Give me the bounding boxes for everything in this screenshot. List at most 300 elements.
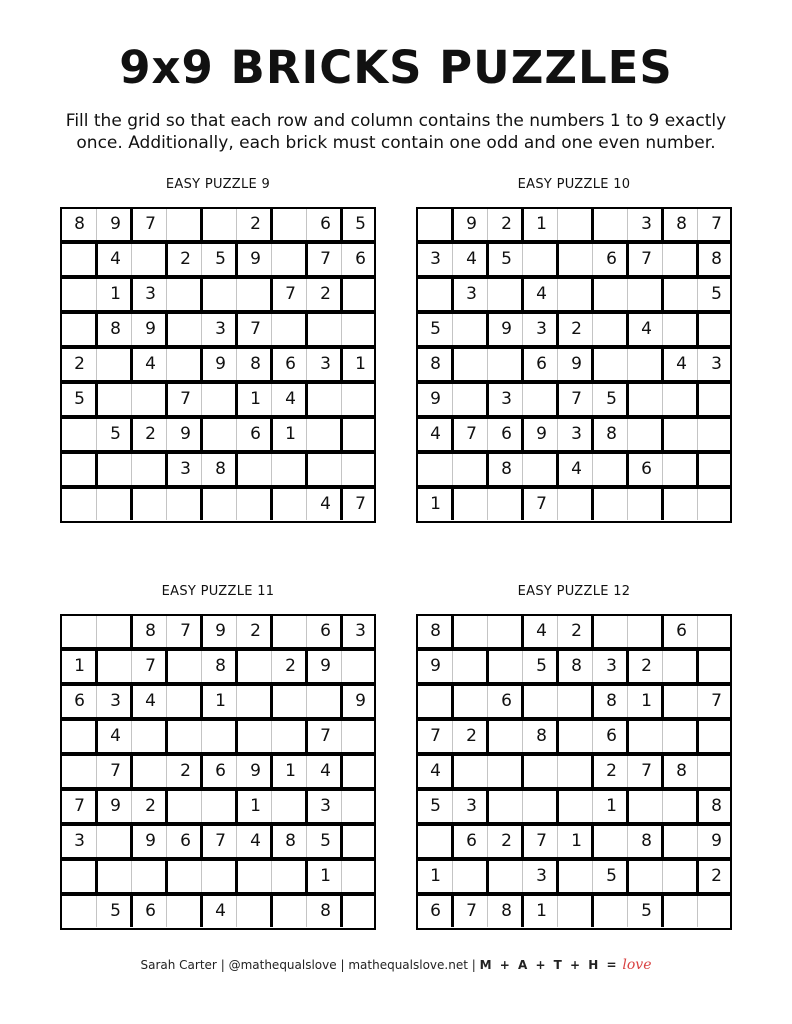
grid-cell[interactable] <box>454 384 489 415</box>
grid-cell[interactable]: 6 <box>466 831 477 851</box>
grid-cell[interactable] <box>168 349 203 380</box>
grid-cell[interactable]: 7 <box>641 761 652 781</box>
grid-cell[interactable]: 8 <box>285 831 296 851</box>
grid-cell[interactable] <box>203 489 238 520</box>
grid-cell[interactable]: 1 <box>430 494 441 514</box>
grid-cell[interactable] <box>98 384 133 415</box>
grid-cell[interactable] <box>62 896 97 927</box>
grid-cell[interactable]: 3 <box>606 656 617 676</box>
grid-cell[interactable] <box>343 826 378 857</box>
grid-cell[interactable]: 2 <box>74 354 85 374</box>
grid-cell[interactable]: 6 <box>641 459 652 479</box>
grid-cell[interactable] <box>203 209 238 240</box>
grid-cell[interactable]: 4 <box>676 354 687 374</box>
grid-cell[interactable] <box>238 721 273 752</box>
grid-cell[interactable]: 2 <box>320 284 331 304</box>
grid-cell[interactable]: 5 <box>215 249 226 269</box>
grid-cell[interactable]: 2 <box>641 656 652 676</box>
grid-cell[interactable]: 7 <box>145 214 156 234</box>
grid-cell[interactable] <box>559 791 594 822</box>
grid-cell[interactable] <box>168 489 203 520</box>
grid-cell[interactable]: 6 <box>501 424 512 444</box>
grid-cell[interactable] <box>98 826 133 857</box>
grid-cell[interactable]: 1 <box>285 424 296 444</box>
grid-cell[interactable] <box>168 279 203 310</box>
grid-cell[interactable] <box>168 791 203 822</box>
grid-cell[interactable] <box>343 419 378 450</box>
grid-cell[interactable]: 9 <box>571 354 582 374</box>
grid-cell[interactable] <box>594 489 629 520</box>
grid-cell[interactable]: 6 <box>320 621 331 641</box>
grid-cell[interactable] <box>524 384 559 415</box>
grid-cell[interactable] <box>559 861 594 892</box>
grid-cell[interactable]: 4 <box>250 831 261 851</box>
grid-cell[interactable]: 3 <box>110 691 121 711</box>
grid-cell[interactable]: 9 <box>215 621 226 641</box>
grid-cell[interactable]: 5 <box>430 796 441 816</box>
grid-cell[interactable]: 3 <box>355 621 366 641</box>
grid-cell[interactable] <box>559 686 594 717</box>
grid-cell[interactable]: 8 <box>430 621 441 641</box>
grid-cell[interactable] <box>62 419 97 450</box>
grid-cell[interactable]: 6 <box>606 249 617 269</box>
grid-cell[interactable]: 1 <box>536 214 547 234</box>
grid-cell[interactable] <box>168 896 203 927</box>
grid-cell[interactable] <box>664 279 699 310</box>
grid-cell[interactable] <box>699 314 734 345</box>
grid-cell[interactable]: 4 <box>215 901 226 921</box>
grid-cell[interactable]: 8 <box>501 459 512 479</box>
grid-cell[interactable] <box>98 454 133 485</box>
grid-cell[interactable] <box>489 279 524 310</box>
grid-cell[interactable] <box>699 721 734 752</box>
grid-cell[interactable]: 4 <box>430 424 441 444</box>
grid-cell[interactable]: 5 <box>711 284 722 304</box>
grid-cell[interactable]: 2 <box>711 866 722 886</box>
grid-cell[interactable]: 2 <box>501 214 512 234</box>
grid-cell[interactable]: 5 <box>536 656 547 676</box>
grid-cell[interactable]: 5 <box>110 424 121 444</box>
grid-cell[interactable] <box>273 489 308 520</box>
grid-cell[interactable] <box>238 651 273 682</box>
grid-cell[interactable] <box>203 721 238 752</box>
grid-cell[interactable]: 8 <box>676 214 687 234</box>
grid-cell[interactable]: 5 <box>501 249 512 269</box>
grid-cell[interactable]: 6 <box>145 901 156 921</box>
grid-cell[interactable] <box>62 314 97 345</box>
grid-cell[interactable]: 4 <box>430 761 441 781</box>
grid-cell[interactable]: 1 <box>250 389 261 409</box>
grid-cell[interactable] <box>238 861 273 892</box>
grid-cell[interactable] <box>629 279 664 310</box>
grid-cell[interactable] <box>98 616 133 647</box>
grid-cell[interactable]: 7 <box>466 901 477 921</box>
grid-cell[interactable]: 3 <box>430 249 441 269</box>
grid-cell[interactable]: 2 <box>466 726 477 746</box>
grid-cell[interactable] <box>133 721 168 752</box>
grid-cell[interactable] <box>664 454 699 485</box>
grid-cell[interactable] <box>629 419 664 450</box>
grid-cell[interactable]: 4 <box>145 354 156 374</box>
grid-cell[interactable]: 7 <box>355 494 366 514</box>
grid-cell[interactable] <box>594 454 629 485</box>
grid-cell[interactable] <box>273 686 308 717</box>
grid-cell[interactable]: 7 <box>180 621 191 641</box>
grid-cell[interactable] <box>699 489 734 520</box>
grid-cell[interactable] <box>664 244 699 275</box>
grid-cell[interactable] <box>308 384 343 415</box>
grid-cell[interactable] <box>454 616 489 647</box>
grid-cell[interactable] <box>308 454 343 485</box>
grid-cell[interactable] <box>489 616 524 647</box>
grid-cell[interactable]: 3 <box>466 284 477 304</box>
grid-cell[interactable] <box>133 454 168 485</box>
grid-cell[interactable] <box>133 244 168 275</box>
grid-cell[interactable]: 8 <box>74 214 85 234</box>
grid-cell[interactable] <box>489 349 524 380</box>
grid-cell[interactable]: 8 <box>676 761 687 781</box>
grid-cell[interactable] <box>238 454 273 485</box>
grid-cell[interactable] <box>203 279 238 310</box>
grid-cell[interactable]: 7 <box>145 656 156 676</box>
grid-cell[interactable]: 7 <box>430 726 441 746</box>
grid-cell[interactable]: 9 <box>215 354 226 374</box>
grid-cell[interactable]: 7 <box>285 284 296 304</box>
grid-cell[interactable]: 2 <box>571 319 582 339</box>
grid-cell[interactable] <box>343 454 378 485</box>
grid-cell[interactable]: 3 <box>571 424 582 444</box>
grid-cell[interactable]: 8 <box>215 656 226 676</box>
grid-cell[interactable]: 6 <box>676 621 687 641</box>
grid-cell[interactable] <box>594 826 629 857</box>
grid-cell[interactable]: 5 <box>430 319 441 339</box>
grid-cell[interactable]: 2 <box>250 621 261 641</box>
grid-cell[interactable] <box>664 651 699 682</box>
grid-cell[interactable]: 1 <box>285 761 296 781</box>
grid-cell[interactable] <box>664 419 699 450</box>
grid-cell[interactable] <box>62 454 97 485</box>
grid-cell[interactable]: 6 <box>355 249 366 269</box>
grid-cell[interactable]: 9 <box>355 691 366 711</box>
grid-cell[interactable] <box>343 384 378 415</box>
grid-cell[interactable] <box>308 314 343 345</box>
grid-cell[interactable] <box>343 651 378 682</box>
grid-cell[interactable] <box>343 721 378 752</box>
grid-cell[interactable]: 5 <box>110 901 121 921</box>
grid-cell[interactable]: 9 <box>430 656 441 676</box>
grid-cell[interactable] <box>559 489 594 520</box>
grid-cell[interactable]: 8 <box>711 249 722 269</box>
grid-cell[interactable]: 1 <box>320 866 331 886</box>
grid-cell[interactable]: 9 <box>430 389 441 409</box>
grid-cell[interactable]: 8 <box>606 691 617 711</box>
grid-cell[interactable]: 1 <box>641 691 652 711</box>
grid-cell[interactable] <box>489 651 524 682</box>
grid-cell[interactable] <box>664 826 699 857</box>
grid-cell[interactable]: 7 <box>466 424 477 444</box>
grid-cell[interactable]: 6 <box>180 831 191 851</box>
grid-cell[interactable]: 4 <box>536 284 547 304</box>
grid-cell[interactable]: 7 <box>711 691 722 711</box>
grid-cell[interactable] <box>238 489 273 520</box>
grid-cell[interactable] <box>203 861 238 892</box>
grid-cell[interactable]: 7 <box>74 796 85 816</box>
grid-cell[interactable] <box>133 861 168 892</box>
grid-cell[interactable]: 1 <box>215 691 226 711</box>
grid-cell[interactable] <box>418 209 453 240</box>
grid-cell[interactable]: 2 <box>180 761 191 781</box>
grid-cell[interactable]: 1 <box>536 901 547 921</box>
grid-cell[interactable] <box>98 349 133 380</box>
grid-cell[interactable] <box>203 384 238 415</box>
grid-cell[interactable] <box>454 454 489 485</box>
grid-cell[interactable] <box>62 489 97 520</box>
grid-cell[interactable]: 9 <box>180 424 191 444</box>
grid-cell[interactable]: 6 <box>320 214 331 234</box>
grid-cell[interactable]: 1 <box>250 796 261 816</box>
grid-cell[interactable]: 8 <box>571 656 582 676</box>
grid-cell[interactable] <box>594 209 629 240</box>
grid-cell[interactable] <box>489 721 524 752</box>
grid-cell[interactable] <box>524 454 559 485</box>
grid-cell[interactable] <box>629 384 664 415</box>
grid-cell[interactable]: 3 <box>215 319 226 339</box>
grid-cell[interactable] <box>273 616 308 647</box>
grid-cell[interactable]: 5 <box>606 389 617 409</box>
grid-cell[interactable]: 4 <box>320 761 331 781</box>
grid-cell[interactable] <box>594 279 629 310</box>
grid-cell[interactable] <box>343 791 378 822</box>
grid-cell[interactable]: 8 <box>711 796 722 816</box>
grid-cell[interactable] <box>343 314 378 345</box>
grid-cell[interactable] <box>168 314 203 345</box>
grid-cell[interactable]: 3 <box>536 319 547 339</box>
grid-cell[interactable]: 5 <box>74 389 85 409</box>
grid-cell[interactable]: 2 <box>606 761 617 781</box>
grid-cell[interactable] <box>98 651 133 682</box>
grid-cell[interactable]: 7 <box>536 494 547 514</box>
grid-cell[interactable]: 1 <box>606 796 617 816</box>
grid-cell[interactable] <box>664 721 699 752</box>
grid-cell[interactable]: 7 <box>536 831 547 851</box>
grid-cell[interactable] <box>238 686 273 717</box>
grid-cell[interactable] <box>664 861 699 892</box>
grid-cell[interactable] <box>343 756 378 787</box>
grid-cell[interactable] <box>594 314 629 345</box>
grid-cell[interactable]: 2 <box>501 831 512 851</box>
grid-cell[interactable] <box>454 861 489 892</box>
grid-cell[interactable] <box>273 791 308 822</box>
grid-cell[interactable]: 7 <box>180 389 191 409</box>
grid-cell[interactable]: 4 <box>641 319 652 339</box>
grid-cell[interactable] <box>489 756 524 787</box>
grid-cell[interactable] <box>664 686 699 717</box>
grid-cell[interactable]: 8 <box>430 354 441 374</box>
grid-cell[interactable]: 8 <box>215 459 226 479</box>
grid-cell[interactable]: 6 <box>536 354 547 374</box>
grid-cell[interactable] <box>489 489 524 520</box>
grid-cell[interactable]: 1 <box>110 284 121 304</box>
grid-cell[interactable] <box>343 861 378 892</box>
grid-cell[interactable] <box>559 721 594 752</box>
grid-cell[interactable]: 3 <box>501 389 512 409</box>
grid-cell[interactable]: 7 <box>215 831 226 851</box>
grid-cell[interactable] <box>454 686 489 717</box>
grid-cell[interactable]: 4 <box>285 389 296 409</box>
grid-cell[interactable] <box>62 861 97 892</box>
grid-cell[interactable] <box>699 896 734 927</box>
grid-cell[interactable]: 2 <box>145 424 156 444</box>
grid-cell[interactable] <box>168 209 203 240</box>
grid-cell[interactable] <box>559 209 594 240</box>
grid-cell[interactable] <box>273 244 308 275</box>
grid-cell[interactable] <box>308 419 343 450</box>
grid-cell[interactable]: 7 <box>250 319 261 339</box>
grid-cell[interactable]: 7 <box>320 249 331 269</box>
grid-cell[interactable] <box>594 349 629 380</box>
grid-cell[interactable]: 1 <box>571 831 582 851</box>
grid-cell[interactable]: 8 <box>320 901 331 921</box>
grid-cell[interactable] <box>273 721 308 752</box>
grid-cell[interactable]: 7 <box>110 761 121 781</box>
grid-cell[interactable]: 3 <box>641 214 652 234</box>
grid-cell[interactable]: 8 <box>501 901 512 921</box>
grid-cell[interactable] <box>664 896 699 927</box>
grid-cell[interactable] <box>62 244 97 275</box>
grid-cell[interactable] <box>62 279 97 310</box>
grid-cell[interactable] <box>418 454 453 485</box>
grid-cell[interactable]: 6 <box>74 691 85 711</box>
grid-cell[interactable] <box>629 489 664 520</box>
grid-cell[interactable] <box>629 349 664 380</box>
grid-cell[interactable] <box>133 384 168 415</box>
grid-cell[interactable] <box>699 756 734 787</box>
grid-cell[interactable] <box>418 826 453 857</box>
grid-cell[interactable] <box>594 896 629 927</box>
grid-cell[interactable]: 3 <box>74 831 85 851</box>
grid-cell[interactable] <box>168 861 203 892</box>
grid-cell[interactable] <box>168 651 203 682</box>
grid-cell[interactable] <box>524 756 559 787</box>
grid-cell[interactable]: 8 <box>110 319 121 339</box>
grid-cell[interactable]: 3 <box>180 459 191 479</box>
grid-cell[interactable] <box>238 279 273 310</box>
grid-cell[interactable] <box>559 244 594 275</box>
grid-cell[interactable] <box>133 489 168 520</box>
grid-cell[interactable] <box>454 489 489 520</box>
grid-cell[interactable] <box>559 279 594 310</box>
grid-cell[interactable] <box>664 384 699 415</box>
grid-cell[interactable]: 4 <box>536 621 547 641</box>
grid-cell[interactable]: 9 <box>110 796 121 816</box>
grid-cell[interactable] <box>133 756 168 787</box>
grid-cell[interactable]: 2 <box>250 214 261 234</box>
grid-cell[interactable]: 4 <box>110 726 121 746</box>
grid-cell[interactable] <box>664 314 699 345</box>
grid-cell[interactable]: 8 <box>145 621 156 641</box>
grid-cell[interactable] <box>62 756 97 787</box>
grid-cell[interactable] <box>203 791 238 822</box>
grid-cell[interactable] <box>699 454 734 485</box>
grid-cell[interactable] <box>62 721 97 752</box>
grid-cell[interactable]: 7 <box>711 214 722 234</box>
grid-cell[interactable]: 9 <box>536 424 547 444</box>
grid-cell[interactable] <box>203 419 238 450</box>
grid-cell[interactable]: 9 <box>110 214 121 234</box>
grid-cell[interactable] <box>559 896 594 927</box>
grid-cell[interactable]: 2 <box>145 796 156 816</box>
grid-cell[interactable]: 3 <box>536 866 547 886</box>
grid-cell[interactable] <box>273 454 308 485</box>
grid-cell[interactable]: 2 <box>180 249 191 269</box>
grid-cell[interactable]: 2 <box>571 621 582 641</box>
grid-cell[interactable]: 3 <box>145 284 156 304</box>
grid-cell[interactable] <box>699 384 734 415</box>
grid-cell[interactable]: 5 <box>320 831 331 851</box>
grid-cell[interactable]: 9 <box>145 319 156 339</box>
grid-cell[interactable]: 5 <box>606 866 617 886</box>
grid-cell[interactable] <box>98 489 133 520</box>
grid-cell[interactable]: 4 <box>466 249 477 269</box>
grid-cell[interactable] <box>454 349 489 380</box>
grid-cell[interactable] <box>273 209 308 240</box>
grid-cell[interactable]: 6 <box>285 354 296 374</box>
grid-cell[interactable]: 9 <box>145 831 156 851</box>
grid-cell[interactable] <box>98 861 133 892</box>
grid-cell[interactable] <box>238 896 273 927</box>
grid-cell[interactable] <box>454 314 489 345</box>
grid-cell[interactable] <box>629 861 664 892</box>
grid-cell[interactable] <box>629 791 664 822</box>
grid-cell[interactable] <box>418 279 453 310</box>
grid-cell[interactable]: 4 <box>110 249 121 269</box>
grid-cell[interactable] <box>343 279 378 310</box>
grid-cell[interactable] <box>273 896 308 927</box>
grid-cell[interactable]: 6 <box>215 761 226 781</box>
grid-cell[interactable]: 7 <box>320 726 331 746</box>
grid-cell[interactable] <box>664 791 699 822</box>
grid-cell[interactable] <box>489 861 524 892</box>
grid-cell[interactable]: 8 <box>250 354 261 374</box>
grid-cell[interactable]: 9 <box>501 319 512 339</box>
grid-cell[interactable] <box>559 756 594 787</box>
grid-cell[interactable] <box>62 616 97 647</box>
grid-cell[interactable] <box>489 791 524 822</box>
grid-cell[interactable]: 1 <box>430 866 441 886</box>
grid-cell[interactable]: 9 <box>250 761 261 781</box>
grid-cell[interactable]: 1 <box>355 354 366 374</box>
grid-cell[interactable] <box>629 616 664 647</box>
grid-cell[interactable]: 5 <box>355 214 366 234</box>
grid-cell[interactable]: 8 <box>536 726 547 746</box>
grid-cell[interactable] <box>524 244 559 275</box>
grid-cell[interactable]: 9 <box>320 656 331 676</box>
grid-cell[interactable] <box>594 616 629 647</box>
grid-cell[interactable]: 7 <box>571 389 582 409</box>
grid-cell[interactable]: 6 <box>501 691 512 711</box>
grid-cell[interactable]: 2 <box>285 656 296 676</box>
grid-cell[interactable]: 1 <box>74 656 85 676</box>
grid-cell[interactable] <box>699 616 734 647</box>
grid-cell[interactable]: 3 <box>466 796 477 816</box>
grid-cell[interactable] <box>168 686 203 717</box>
grid-cell[interactable]: 6 <box>606 726 617 746</box>
grid-cell[interactable] <box>343 896 378 927</box>
grid-cell[interactable] <box>524 791 559 822</box>
grid-cell[interactable] <box>699 651 734 682</box>
grid-cell[interactable] <box>168 721 203 752</box>
grid-cell[interactable]: 8 <box>641 831 652 851</box>
